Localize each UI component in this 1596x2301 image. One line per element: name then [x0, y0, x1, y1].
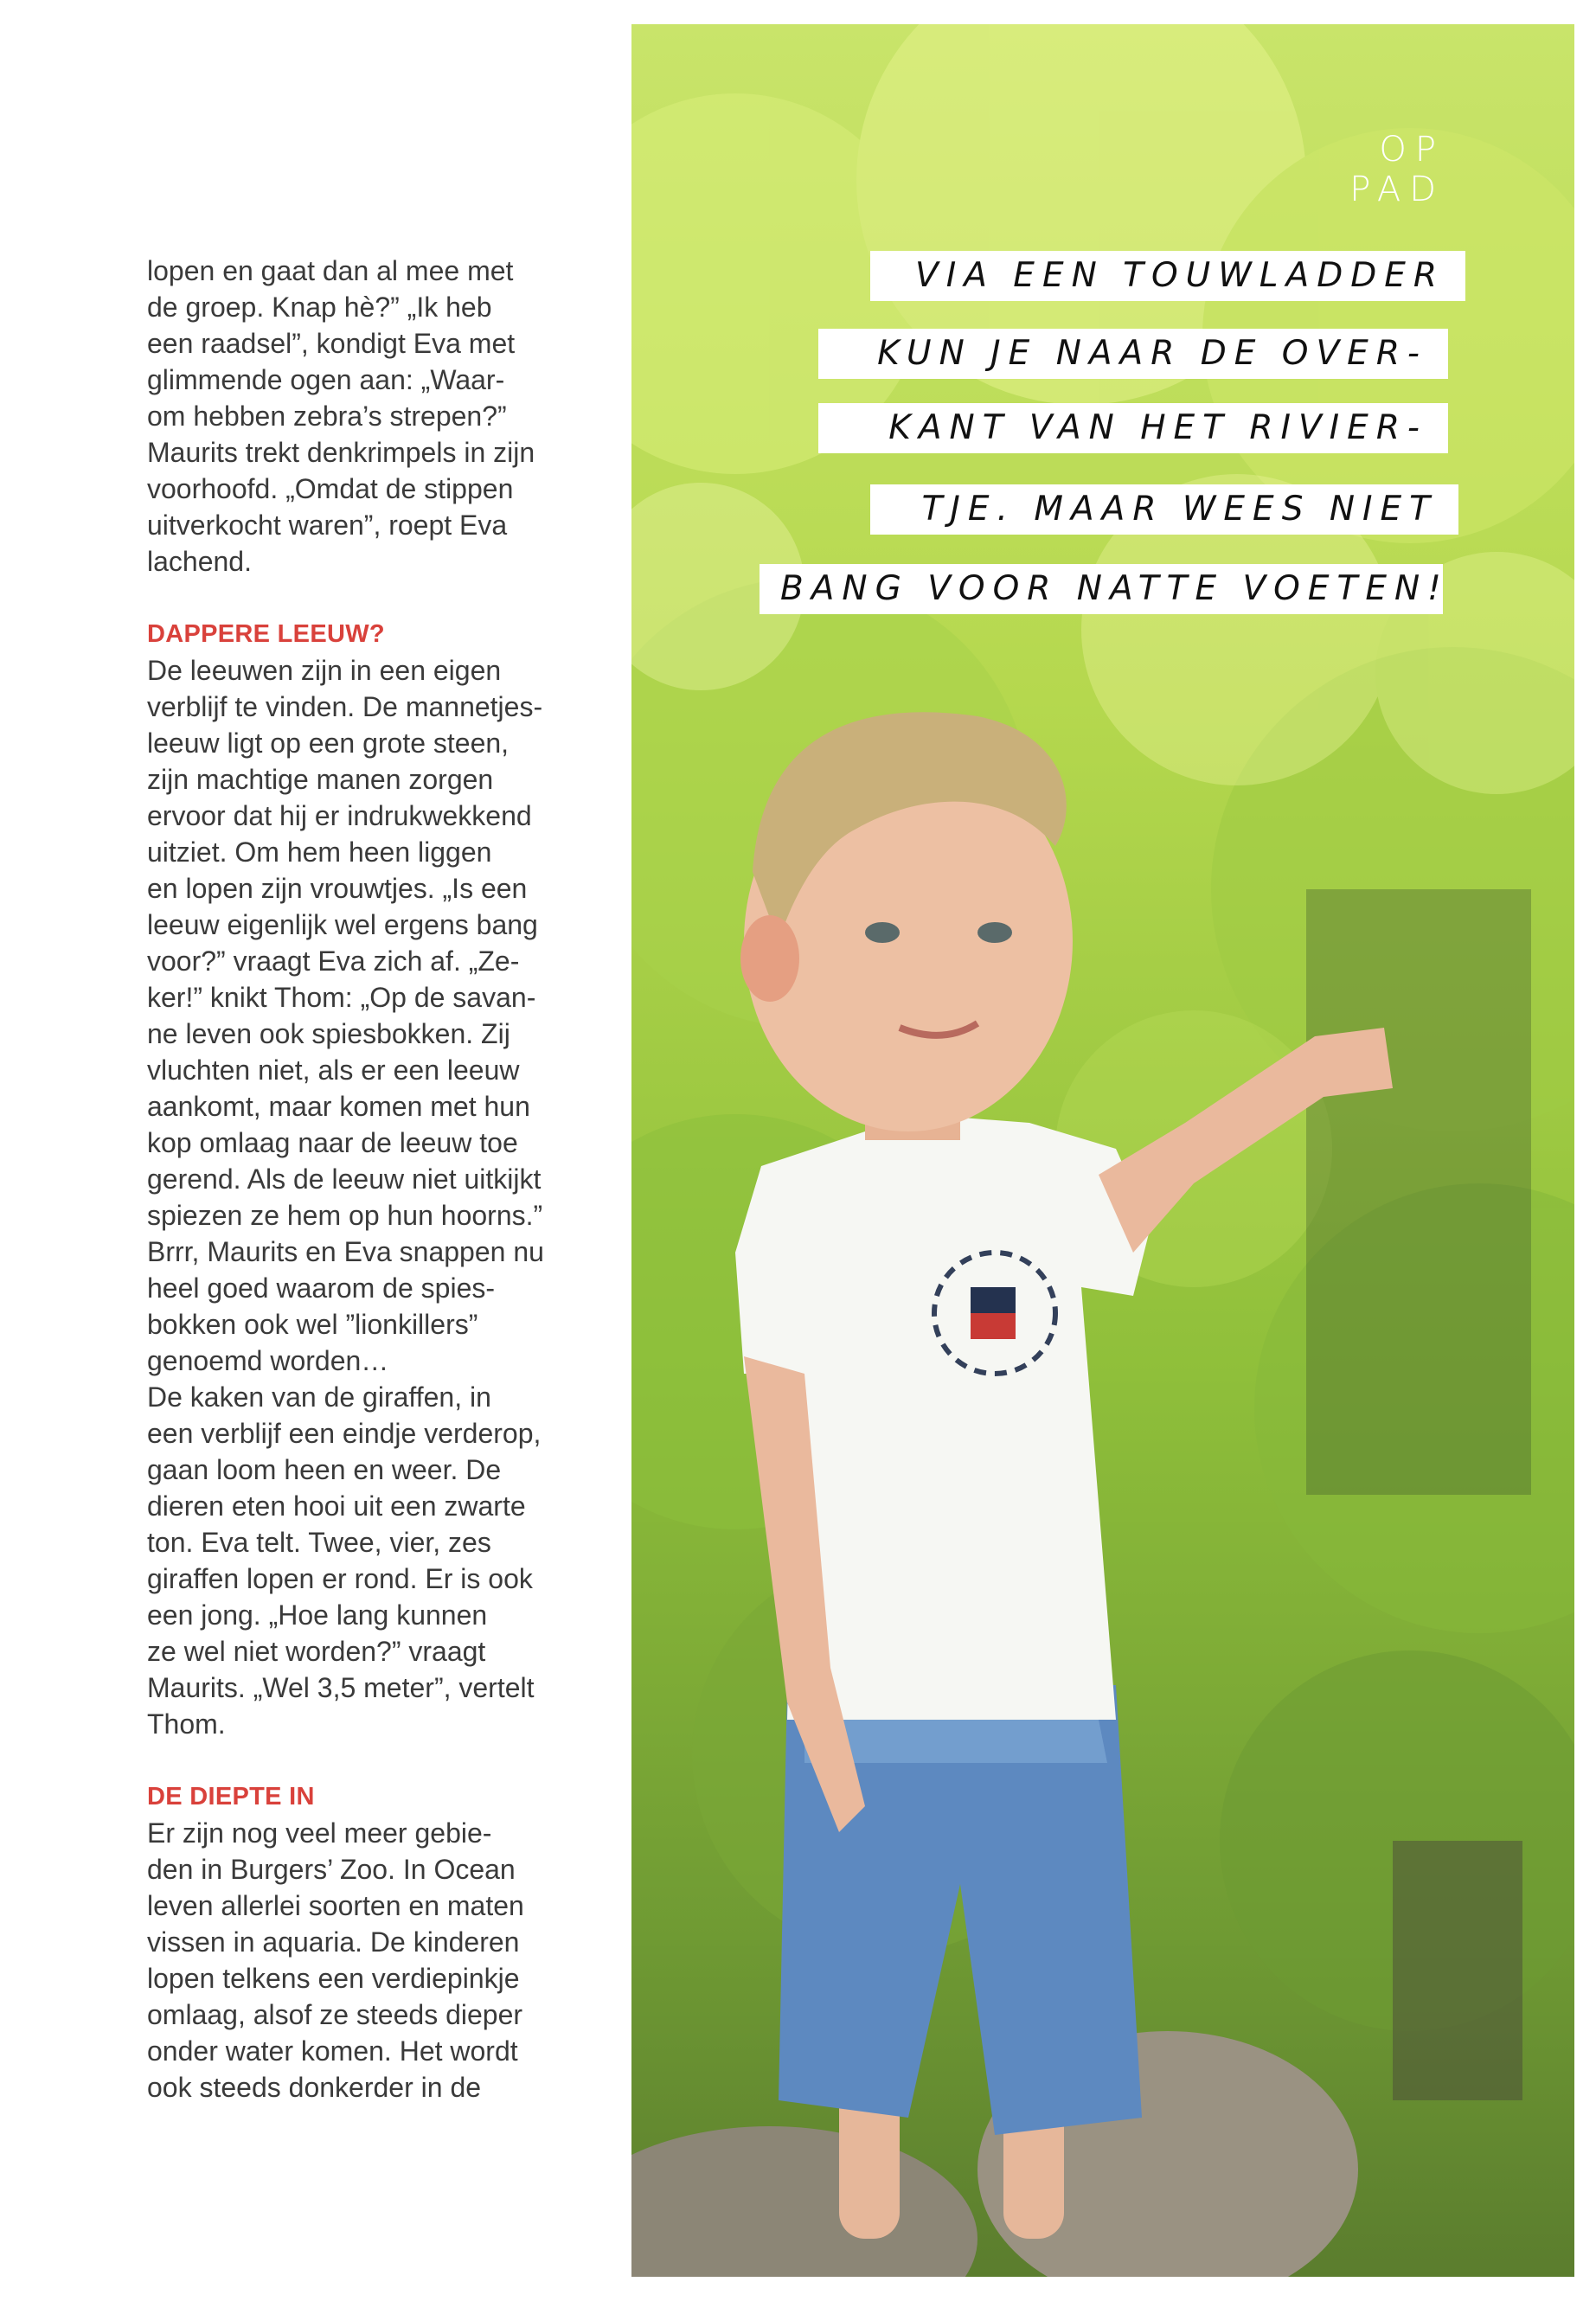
paragraph-leeuwen: De leeuwen zijn in een eigen verblijf te vinden. De mannetjes- leeuw ligt op een grote steen, zijn machtige manen zorgen ervoor dat hij er indrukwekkend uitziet. Om hem heen liggen en lopen zijn vrouwtjes. „Is een leeuw eigenlijk wel ergens bang voor?” vraagt Eva zich af. „Ze- ker!” knikt Thom: „Op de savan- ne leven ook spiesbokken. Zij vluchten niet, als er een leeuw aankomt, maar komen met hun kop omlaag naar de leeuw toe gerend. Als de leeuw niet uitkijkt spiezen ze hem op hun hoorns.” Brrr, Maurits en Eva snappen nu heel goed waarom de spies- bokken ook wel ”lionkillers” genoemd worden… — [147, 655, 544, 1376]
pull-quote-line: BANG VOOR NATTE VOETEN! — [760, 564, 1443, 614]
paragraph-giraffen: De kaken van de giraffen, in een verblijf een eindje verderop, gaan loom heen en weer. De dieren eten hooi uit een zwarte ton. Eva telt. Twee, vier, zes giraffen lopen er rond. Er is ook een jong. „Hoe lang kunnen ze wel niet worden?” vraagt Maurits. „Wel 3,5 meter”, vertelt Thom. — [147, 1381, 542, 1740]
pull-quote-line: VIA EEN TOUWLADDER — [870, 251, 1465, 301]
pull-quote-line: KUN JE NAAR DE OVER- — [818, 329, 1448, 379]
heading-de-diepte-in: DE DIEPTE IN — [147, 1783, 315, 1811]
heading-dappere-leeuw: DAPPERE LEEUW? — [147, 620, 385, 648]
section-label: OP PAD — [1349, 130, 1445, 209]
paragraph-intro: lopen en gaat dan al mee met de groep. Knap hè?” „Ik heb een raadsel”, kondigt Eva met glimmende ogen aan: „Waar- om hebben zebra’s strepen?” Maurits trekt denkrimpels in zijn voorhoofd. „Omdat de stippen uitverkocht waren”, roept Eva lachend. — [147, 255, 535, 577]
article-body — [147, 253, 580, 2106]
paragraph-ocean: Er zijn nog veel meer gebie- den in Burgers’ Zoo. In Ocean leven allerlei soorten en maten vissen in aquaria. De kinderen lopen telkens een verdiepinkje omlaag, alsof ze steeds dieper onder water komen. Het wordt ook steeds donkerder in de — [147, 1817, 524, 2103]
pull-quote-line: KANT VAN HET RIVIER- — [818, 403, 1448, 453]
pull-quote-line: TJE. MAAR WEES NIET — [870, 484, 1458, 535]
